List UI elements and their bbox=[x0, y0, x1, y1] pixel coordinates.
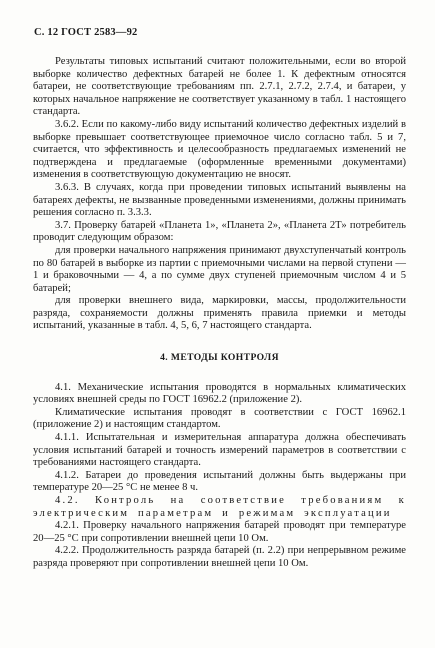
paragraph-4-2-1: 4.2.1. Проверку начального напряжения батарей проводят при температуре 20—25 °С при сопротивлении внешней цепи 10 Ом. bbox=[33, 520, 406, 544]
running-head: С. 12 ГОСТ 2583—92 bbox=[34, 27, 138, 38]
paragraph-3-7: 3.7. Проверку батарей «Планета 1», «Планета 2», «Планета 2Т» потребитель проводит следующим образом: bbox=[33, 219, 406, 244]
paragraph-3-6-3: 3.6.3. В случаях, когда при проведении типовых испытаний выявлены на батареях дефекты, не вызванные проведенными изменениями, должны принимать решения согласно п. 3.3.3. bbox=[33, 181, 406, 219]
page-content bbox=[33, 56, 406, 571]
paragraph-4-1-2: 4.1.2. Батареи до проведения испытаний должны быть выдержаны при температуре 20—25 °С не менее 8 ч. bbox=[33, 469, 406, 494]
paragraph-4-1: 4.1. Механические испытания проводятся в нормальных климатических условиях внешней среды по ГОСТ 16962.2 (приложение 2). bbox=[33, 381, 406, 406]
paragraph-4-2-heading: 4.2. Контроль на соответствие требованиям к электрическим параметрам и режимам эксплуатации bbox=[33, 495, 406, 519]
paragraph-results: Результаты типовых испытаний считают положительными, если во второй выборке количество дефектных батарей не более 1. К дефектным относятся батареи, не соответствующие требованиям пп. 2.7.1, 2.7.2, 2.7.4, и батареи, у которых начальное напряжение не соответствует указанному в табл. 1 настоящего стандарта. bbox=[33, 56, 406, 118]
section-title: 4. МЕТОДЫ КОНТРОЛЯ bbox=[160, 352, 279, 364]
paragraph-4-2-2: 4.2.2. Продолжительность разряда батарей (п. 2.2) при непрерывном режиме разряда проверяют при сопротивлении внешней цепи 10 Ом. bbox=[33, 545, 406, 569]
paragraph-climatic: Климатические испытания проводят в соответствии с ГОСТ 16962.1 (приложение 2) и настоящим стандартом. bbox=[33, 406, 406, 431]
paragraph-4-1-1: 4.1.1. Испытательная и измерительная аппаратура должна обеспечивать условия испытаний батарей и точность измерений параметров в соответствии с требованиями настоящего стандарта. bbox=[33, 432, 406, 469]
paragraph-voltage-check: для проверки начального напряжения принимают двухступенчатый контроль по 80 батарей в выборке из партии с приемочными числами на первой ступени — 1 и браковочными — 4, а по сумме двух ступеней приемочным числом 4 и 5 батарей; bbox=[33, 244, 406, 294]
paragraph-3-6-2: 3.6.2. Если по какому-либо виду испытаний количество дефектных изделий в выборке превышает соответствующее приемочное число согласно табл. 5 и 7, считается, что эффективность и целесообразность предлагаемых изменений не подтверждена и предлагаемые (оформленные временными документами) изменения в соответствующую документацию не вносят. bbox=[33, 118, 406, 181]
paragraph-appearance-check: для проверки внешнего вида, маркировки, массы, продолжительности разряда, сохраняемости должны применять правила приемки и методы испытаний, указанные в табл. 4, 5, 6, 7 настоящего стандарта. bbox=[33, 295, 406, 332]
